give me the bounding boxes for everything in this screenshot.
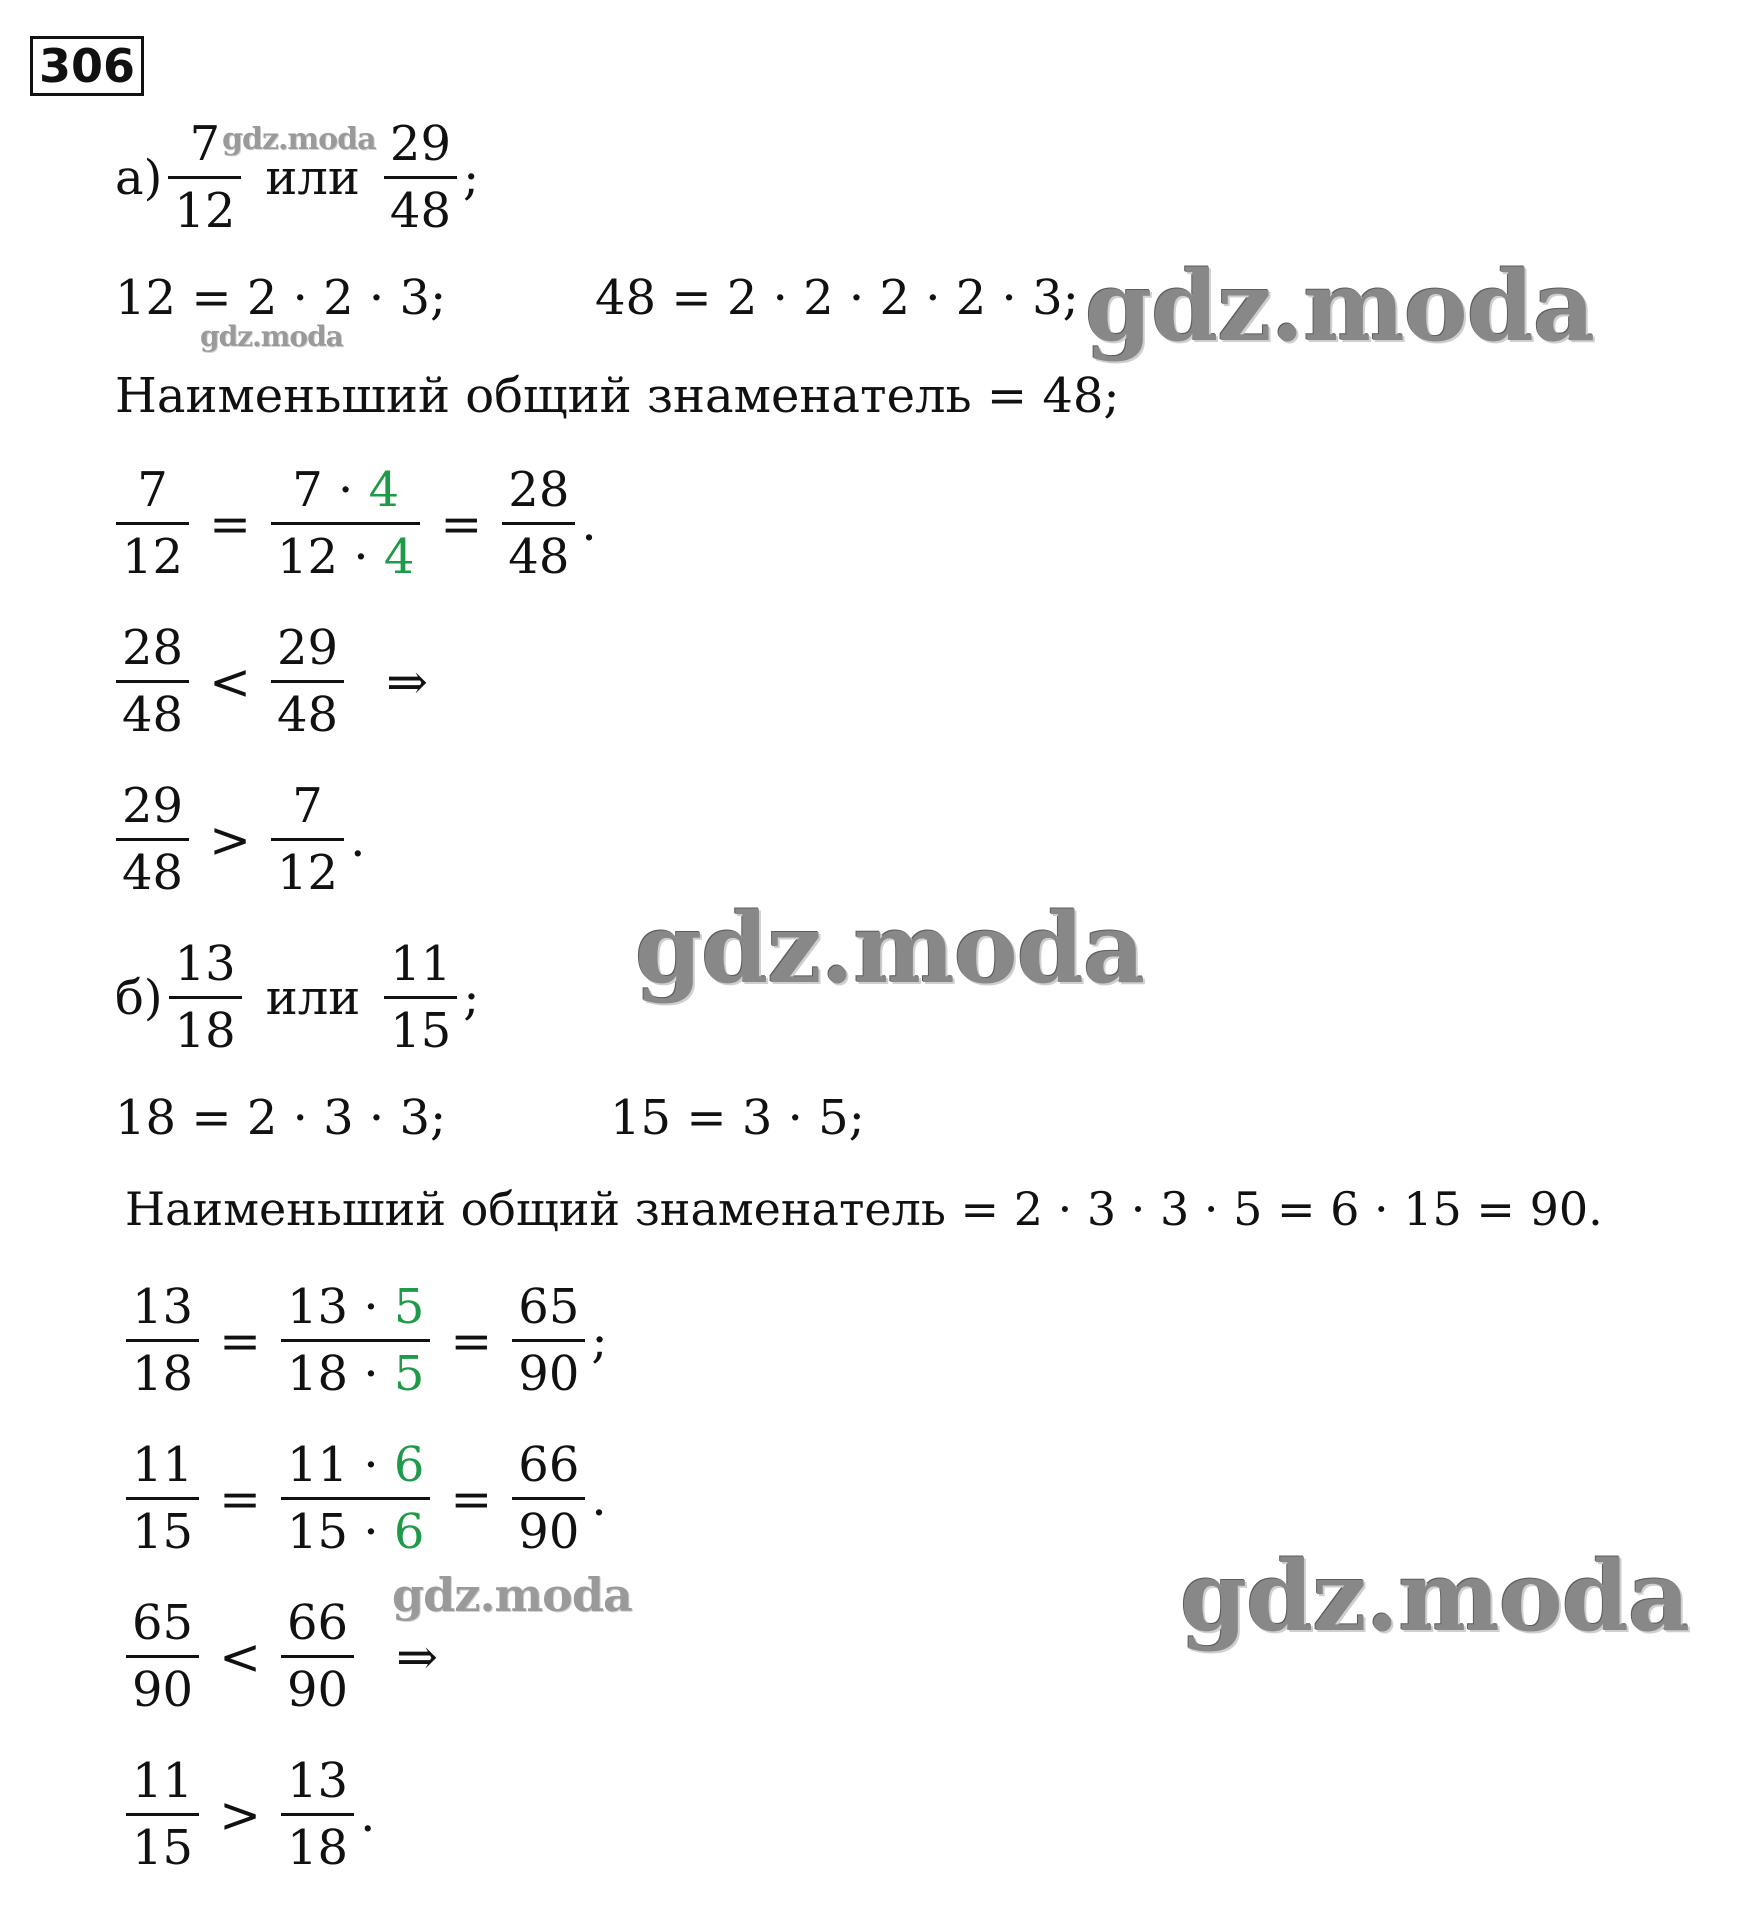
punctuation: .: [360, 1786, 376, 1843]
multiplier: 4: [368, 462, 400, 518]
denominator: 12: [276, 845, 339, 901]
factorization-text: 48 = 2 · 2 · 2 · 2 · 3;: [595, 270, 1079, 326]
denominator: 12: [122, 529, 184, 585]
equals-sign: =: [450, 1469, 493, 1528]
numerator: 65: [518, 1279, 580, 1335]
denominator: 18: [132, 1346, 194, 1402]
denominator: 90: [518, 1346, 580, 1402]
watermark: gdz.moda: [1085, 250, 1595, 363]
multiplier: 6: [393, 1437, 425, 1493]
factorization-text: 18 = 2 · 3 · 3;: [115, 1090, 447, 1146]
numerator: 13: [132, 1279, 194, 1335]
numerator-base: 11 ·: [286, 1437, 394, 1493]
factorization-text: 12 = 2 · 2 · 3;: [115, 270, 447, 326]
equals-sign: =: [450, 1311, 493, 1370]
fraction: [281, 1433, 430, 1564]
factorization-text: 15 = 3 · 5;: [610, 1090, 865, 1146]
punctuation: ;: [463, 969, 480, 1026]
fraction: [116, 774, 189, 905]
numerator: 11: [390, 936, 452, 992]
denominator-base: 12 ·: [276, 529, 384, 585]
denominator: [271, 525, 420, 589]
multiplier: 5: [393, 1346, 425, 1402]
denominator: 48: [122, 687, 184, 743]
multiplier: 5: [393, 1279, 425, 1335]
numerator: 28: [508, 462, 570, 518]
denominator: 15: [132, 1504, 194, 1560]
fraction: [126, 1749, 199, 1880]
equation-b-1: [120, 1275, 608, 1406]
equation-a: [110, 458, 597, 589]
comparison-b-2: [120, 1749, 375, 1880]
denominator: 18: [286, 1820, 349, 1876]
denominator: 12: [174, 183, 236, 239]
denominator-base: 15 ·: [286, 1504, 394, 1560]
equals-sign: =: [440, 494, 483, 553]
implies-arrow: ⇒: [386, 652, 428, 711]
watermark: gdz.moda: [200, 320, 343, 353]
less-than-sign: <: [209, 652, 251, 711]
numerator: 11: [132, 1437, 194, 1493]
denominator: 48: [122, 845, 184, 901]
denominator: 18: [174, 1003, 236, 1059]
comparison-a-2: [110, 774, 365, 905]
numerator: 13: [286, 1753, 349, 1809]
numerator-base: 7 ·: [292, 462, 369, 518]
fraction: [281, 1591, 354, 1722]
numerator: 29: [389, 116, 451, 172]
fraction: [116, 458, 189, 589]
watermark: gdz.moda: [1180, 1540, 1690, 1653]
fraction: [502, 458, 575, 589]
numerator: 66: [286, 1595, 349, 1651]
lcd-line-b: [125, 1182, 1603, 1236]
denominator: [281, 1500, 430, 1564]
less-than-sign: <: [219, 1627, 261, 1686]
denominator: 48: [276, 687, 339, 743]
multiplier: 6: [393, 1504, 425, 1560]
fraction: [281, 1275, 430, 1406]
numerator: 7: [137, 462, 168, 518]
fraction: [271, 458, 420, 589]
problem-number-box: 306: [30, 36, 144, 96]
fraction: [126, 1433, 199, 1564]
fraction: [384, 932, 457, 1063]
punctuation: .: [350, 811, 366, 868]
greater-than-sign: >: [209, 810, 251, 869]
word-or: или: [265, 969, 361, 1026]
factorization-12: [115, 270, 446, 326]
numerator: 28: [122, 620, 184, 676]
factorization-15: [610, 1090, 865, 1146]
numerator: 66: [518, 1437, 580, 1493]
punctuation: ;: [591, 1312, 608, 1369]
factorization-18: [115, 1090, 446, 1146]
numerator: 29: [276, 620, 339, 676]
denominator: 48: [389, 183, 451, 239]
numerator: 65: [132, 1595, 194, 1651]
comparison-a-1: [110, 616, 442, 747]
factorization-48: [595, 270, 1079, 326]
numerator: 29: [122, 778, 184, 834]
numerator: [281, 1275, 430, 1339]
denominator: 15: [390, 1003, 452, 1059]
multiplier: 4: [383, 529, 415, 585]
denominator: [281, 1342, 430, 1406]
equals-sign: =: [209, 494, 251, 553]
denominator: 48: [508, 529, 570, 585]
part-b-header: [115, 932, 479, 1063]
numerator: [286, 458, 405, 522]
punctuation: .: [581, 495, 597, 552]
part-a-label: а): [115, 149, 163, 206]
numerator: 7: [292, 778, 323, 834]
numerator: 11: [132, 1753, 194, 1809]
lcd-text: Наименьший общий знаменатель = 48;: [115, 368, 1120, 424]
punctuation: ;: [462, 149, 480, 206]
fraction: [116, 616, 189, 747]
denominator: 15: [132, 1820, 194, 1876]
greater-than-sign: >: [219, 1785, 261, 1844]
numerator: 13: [174, 936, 236, 992]
fraction: [271, 774, 344, 905]
equals-sign: =: [219, 1469, 261, 1528]
punctuation: .: [591, 1470, 607, 1527]
fraction: [384, 112, 457, 243]
denominator: 90: [132, 1662, 194, 1718]
fraction: [126, 1275, 199, 1406]
word-or: или: [265, 149, 360, 206]
numerator-base: 13 ·: [286, 1279, 394, 1335]
fraction: [126, 1591, 199, 1722]
lcd-text: Наименьший общий знаменатель = 2 · 3 · 3 · 5 = 6 · 15 = 90.: [125, 1182, 1603, 1236]
fraction: [281, 1749, 354, 1880]
fraction: [271, 616, 344, 747]
lcd-line-a: [115, 368, 1120, 424]
implies-arrow: ⇒: [396, 1627, 438, 1686]
fraction: [169, 932, 242, 1063]
denominator-base: 18 ·: [286, 1346, 394, 1402]
equation-b-2: [120, 1433, 607, 1564]
watermark: gdz.moda: [635, 892, 1145, 1005]
denominator: 90: [286, 1662, 349, 1718]
watermark: gdz.moda: [222, 122, 376, 157]
equals-sign: =: [219, 1311, 261, 1370]
fraction: [512, 1433, 585, 1564]
numerator: 7: [189, 116, 221, 172]
denominator: 90: [518, 1504, 580, 1560]
fraction: [512, 1275, 585, 1406]
part-b-label: б): [115, 969, 163, 1026]
watermark: gdz.moda: [392, 1568, 632, 1622]
numerator: [281, 1433, 430, 1497]
